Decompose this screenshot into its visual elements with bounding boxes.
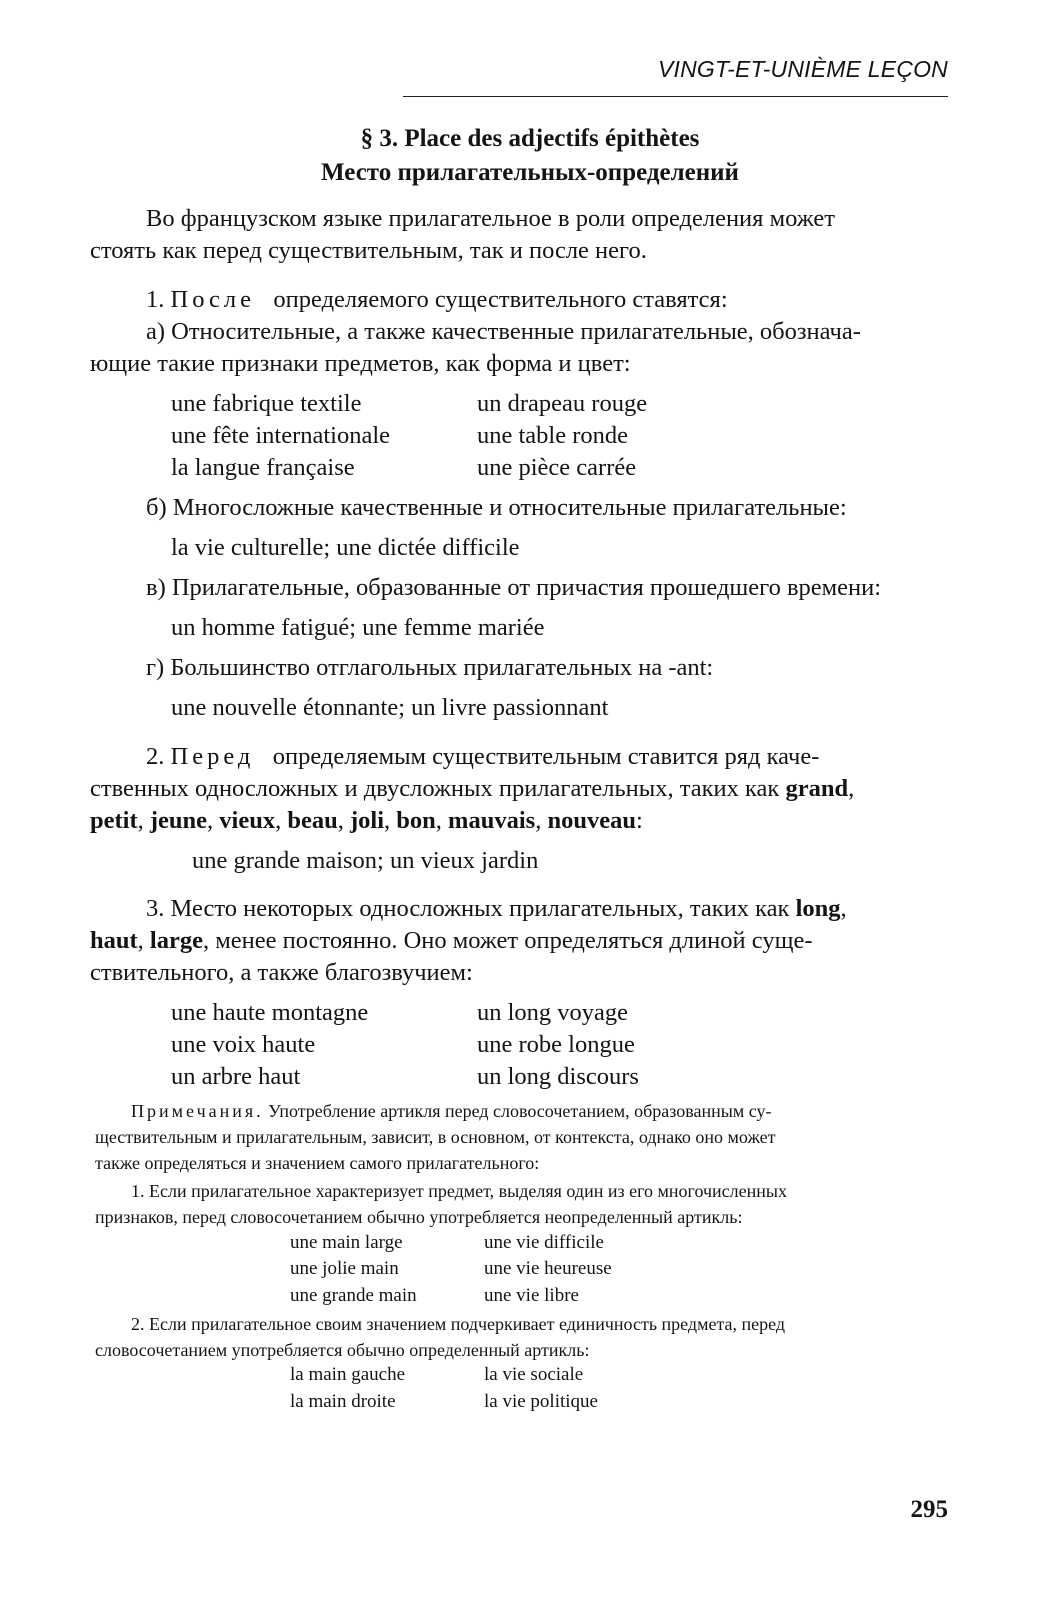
note-2-line-1: 2. Если прилагательное своим значением подчеркивает единичность предмета, перед (131, 1314, 786, 1334)
section-3-line-1-end: , (840, 895, 847, 922)
note-2-example-left-2: la main droite (290, 1391, 396, 1412)
running-head: VINGT-ET-UNIÈME LEÇON (657, 56, 948, 82)
note-1-example-right-1: une vie difficile (484, 1232, 604, 1253)
note-1-line-2: признаков, перед словосочетанием обычно употребляется неопределенный артикль: (95, 1207, 743, 1227)
note-2-example-right-2: la vie politique (484, 1391, 598, 1412)
example-section-3-right-1: un long voyage (477, 999, 629, 1026)
example-item-a-right-1: un drapeau rouge (477, 390, 648, 417)
note-1-example-right-2: une vie heureuse (484, 1258, 612, 1279)
intro-line-1: Во французском языке прилагательное в роли определения может (146, 205, 835, 232)
adjective-nouveau: nouveau (547, 807, 636, 834)
item-b-example: la vie culturelle; une dictée difficile (171, 534, 520, 561)
item-g-text: г) Большинство отглагольных прилагательных на -ant: (146, 654, 714, 681)
adjective-joli: joli (350, 807, 385, 834)
notes-intro-text-1: Употребление артикля перед словосочетанием, образованным су- (268, 1101, 772, 1121)
note-2-example-left-1: la main gauche (290, 1364, 406, 1385)
adjective-haut: haut (90, 927, 138, 954)
section-1-heading (146, 284, 728, 316)
example-section-3-right-3: un long discours (477, 1063, 639, 1090)
page-number: 295 (910, 1496, 948, 1523)
section-2-line-1 (146, 741, 819, 773)
note-2-line-2: словосочетанием употребляется обычно определенный артикль: (95, 1340, 590, 1360)
section-2-example: une grande maison; un vieux jardin (192, 847, 539, 874)
example-section-3-left-1: une haute montagne (171, 999, 369, 1026)
adjective-long: long (795, 895, 841, 922)
intro-line-2: стоять как перед существительным, так и после него. (90, 237, 647, 264)
section-3-line-1-text: 3. Место некоторых односложных прилагательных, таких как (146, 895, 796, 922)
section-2-number: 2. (146, 743, 165, 770)
adjective-vieux: vieux (219, 807, 276, 834)
section-1-spaced-word: После (170, 286, 256, 313)
item-b-text: б) Многосложные качественные и относительные прилагательные: (146, 494, 847, 521)
section-3-line-2: haut, large, менее постоянно. Оно может определяться длиной суще- (90, 927, 813, 954)
section-2-line-2-end: , (848, 775, 855, 802)
example-item-a-right-3: une pièce carrée (477, 454, 637, 481)
adjective-mauvais: mauvais (448, 807, 536, 834)
adjective-petit: petit (90, 807, 138, 834)
section-1-number: 1. (146, 286, 165, 313)
notes-intro-line-2: ществительным и прилагательным, зависит, в основном, от контекста, однако оно может (95, 1127, 776, 1147)
example-section-3-left-2: une voix haute (171, 1031, 316, 1058)
section-3-line-1 (146, 893, 847, 925)
section-title-french: § 3. Place des adjectifs épithètes (360, 125, 700, 152)
note-1-line-1: 1. Если прилагательное характеризует предмет, выделяя один из его многочисленных (131, 1181, 788, 1201)
section-3-line-2-text: , менее постоянно. Оно может определяться длиной суще- (202, 927, 813, 954)
note-1-example-left-1: une main large (290, 1232, 403, 1253)
item-v-text: в) Прилагательные, образованные от причастия прошедшего времени: (146, 574, 882, 601)
section-title-russian: Место прилагательных-определений (321, 159, 739, 186)
note-1-example-left-3: une grande main (290, 1285, 417, 1306)
adjective-jeune: jeune (149, 807, 208, 834)
adjective-bon: bon (396, 807, 436, 834)
item-a-line-1: а) Относительные, а также качественные прилагательные, обознача- (146, 318, 861, 345)
section-2-line-2 (90, 773, 854, 805)
adjective-beau: beau (287, 807, 338, 834)
section-3-line-3: ствительного, а также благозвучием: (90, 959, 473, 986)
section-2-spaced-word: Перед (170, 743, 255, 770)
item-v-example: un homme fatigué; une femme mariée (171, 614, 545, 641)
section-1-rest: определяемого существительного ставятся: (273, 286, 728, 313)
example-item-a-right-2: une table ronde (477, 422, 629, 449)
note-2-example-right-1: la vie sociale (484, 1364, 584, 1385)
example-section-3-left-3: un arbre haut (171, 1063, 301, 1090)
example-item-a-left-2: une fête internationale (171, 422, 391, 449)
section-2-line-2-text: ственных односложных и двусложных прилагательных, таких как (90, 775, 786, 802)
header-rule (403, 96, 948, 97)
example-item-a-left-3: la langue française (171, 454, 355, 481)
section-2-line-1-rest: определяемым существительным ставится ряд каче- (272, 743, 820, 770)
item-a-line-2: ющие такие признаки предметов, как форма и цвет: (90, 350, 631, 377)
notes-intro-line-3: также определяться и значением самого прилагательного: (95, 1153, 540, 1173)
section-2-adjective-list: petit, jeune, vieux, beau, joli, bon, mauvais, nouveau: (90, 807, 643, 834)
notes-label: Примечания. (131, 1101, 264, 1121)
example-section-3-right-2: une robe longue (477, 1031, 635, 1058)
example-item-a-left-1: une fabrique textile (171, 390, 362, 417)
adjective-grand: grand (785, 775, 849, 802)
note-1-example-left-2: une jolie main (290, 1258, 399, 1279)
item-g-example: une nouvelle étonnante; un livre passionnant (171, 694, 609, 721)
adjective-large: large (149, 927, 203, 954)
note-1-example-right-3: une vie libre (484, 1285, 579, 1306)
notes-intro-line-1 (131, 1098, 772, 1124)
